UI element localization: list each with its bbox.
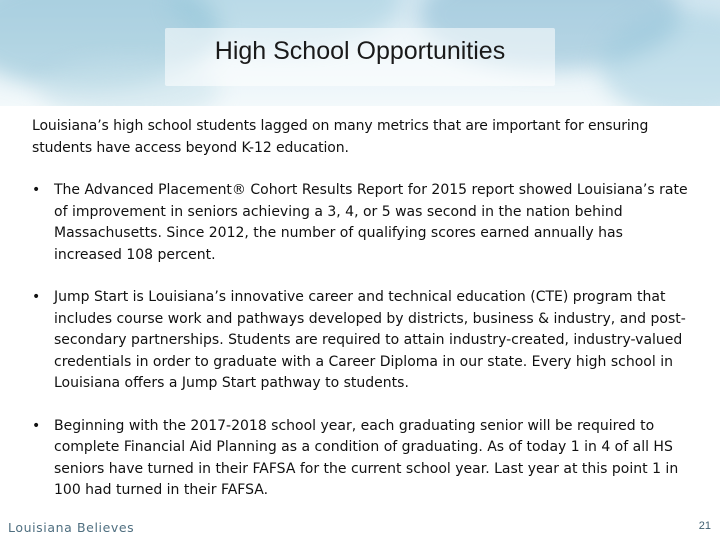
bullet-icon: • <box>32 182 41 198</box>
bullet-text: Jump Start is Louisiana’s innovative career and technical education (CTE) program that includes course work and pathways developed by districts, business & industry, and post-secondary partnerships. Students are required to attain industry-created, industry-valued credentials in order to graduate with a Career Diploma in our state. Every high school in Louisiana offers a Jump Start pathway to students. <box>54 289 686 391</box>
bullet-item <box>32 180 692 266</box>
intro-paragraph: Louisiana’s high school students lagged on many metrics that are important for ensuring students have access beyond K-12 education. <box>32 118 649 156</box>
bullet-icon: • <box>32 417 41 434</box>
slide-body <box>32 116 692 523</box>
bullet-text: Beginning with the 2017-2018 school year, each graduating senior will be required to complete Financial Aid Planning as a condition of graduating. As of today 1 in 4 of all HS seniors have turned in their FAFSA for the current school year. Last year at this point 1 in 100 had turned in their FAFSA. <box>54 417 679 498</box>
louisiana-believes-logo: Louisiana Believes <box>8 520 135 535</box>
bullet-item <box>32 287 692 395</box>
bullet-text: The Advanced Placement® Cohort Results Report for 2015 report showed Louisiana’s rate of improvement in seniors achieving a 3, 4, or 5 was second in the nation behind Massachusetts. Since 2012, the number of qualifying scores earned annually has increased 108 percent. <box>54 182 688 263</box>
bullet-item <box>32 416 692 502</box>
slide-title: High School Opportunities <box>214 37 506 65</box>
page-number: 21 <box>698 520 711 532</box>
bullet-icon: • <box>32 289 41 305</box>
